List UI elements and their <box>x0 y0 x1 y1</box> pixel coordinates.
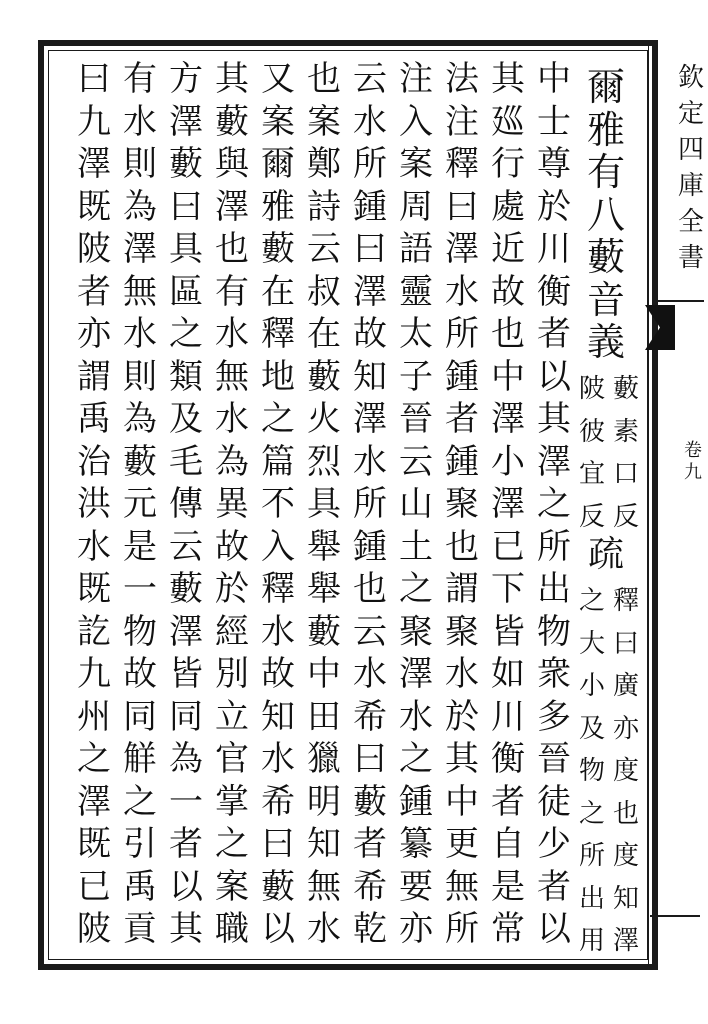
text-column-9: 方 澤 藪 曰 具 區 之 類 及 毛 傳 云 藪 澤 皆 同 為 一 者 以 其 <box>169 59 203 949</box>
text-column-4: 注 入 案 周 語 靈 太 子 晉 云 山 土 之 聚 澤 水 之 鍾 纂 要 亦 <box>399 59 433 949</box>
column-note-a: 藪 素 口 反 <box>612 374 639 532</box>
text-column-2: 其 廵 行 處 近 故 也 中 澤 小 澤 已 下 皆 如 川 衡 者 自 是 常 <box>491 59 525 949</box>
text-column-6: 也 案 鄭 詩 云 叔 在 藪 火 烈 具 舉 舉 藪 中 田 獵 明 知 無 水 <box>307 59 341 949</box>
book-title: 欽 定 四 庫 全 書 <box>677 63 704 273</box>
page-gutter <box>648 40 678 970</box>
volume-label: 卷 九 <box>684 440 702 483</box>
gutter-rule-top <box>658 300 704 302</box>
column-note-c: 釋 曰 廣 亦 度 也 度 知 澤 <box>612 586 639 956</box>
text-column-5: 云 水 所 鍾 曰 澤 故 知 澤 水 所 鍾 也 云 水 希 曰 藪 者 希 乾 <box>353 59 387 949</box>
text-column-10: 有 水 則 為 澤 無 水 則 為 藪 元 是 一 物 故 同 觧 之 引 禹 貢 <box>123 59 157 949</box>
column-shu-marker: 疏 <box>587 534 624 575</box>
column-note-d: 之 大 小 及 物 之 所 出 用 <box>578 586 605 956</box>
text-column-3: 法 注 釋 曰 澤 水 所 鍾 者 鍾 聚 也 謂 聚 水 於 其 中 更 無 所 <box>445 59 479 949</box>
column-heading: 爾 雅 有 八 藪 音 義 <box>586 65 625 364</box>
text-column-11: 曰 九 澤 既 陂 者 亦 謂 禹 治 洪 水 既 訖 九 州 之 澤 既 已 陂 <box>77 59 111 949</box>
text-column-1: 中 士 尊 於 川 衡 者 以 其 澤 之 所 出 物 衆 多 晉 徒 少 者 以 <box>537 59 571 949</box>
text-column-7: 又 案 爾 雅 藪 在 釋 地 之 篇 不 入 釋 水 故 知 水 希 曰 藪 以 <box>261 59 295 949</box>
text-column-8: 其 藪 與 澤 也 有 水 無 水 為 異 故 於 經 別 立 官 掌 之 案 職 <box>215 59 249 949</box>
gutter-rule-lower <box>650 915 700 917</box>
column-note-b: 陂 彼 宜 反 <box>578 374 605 532</box>
